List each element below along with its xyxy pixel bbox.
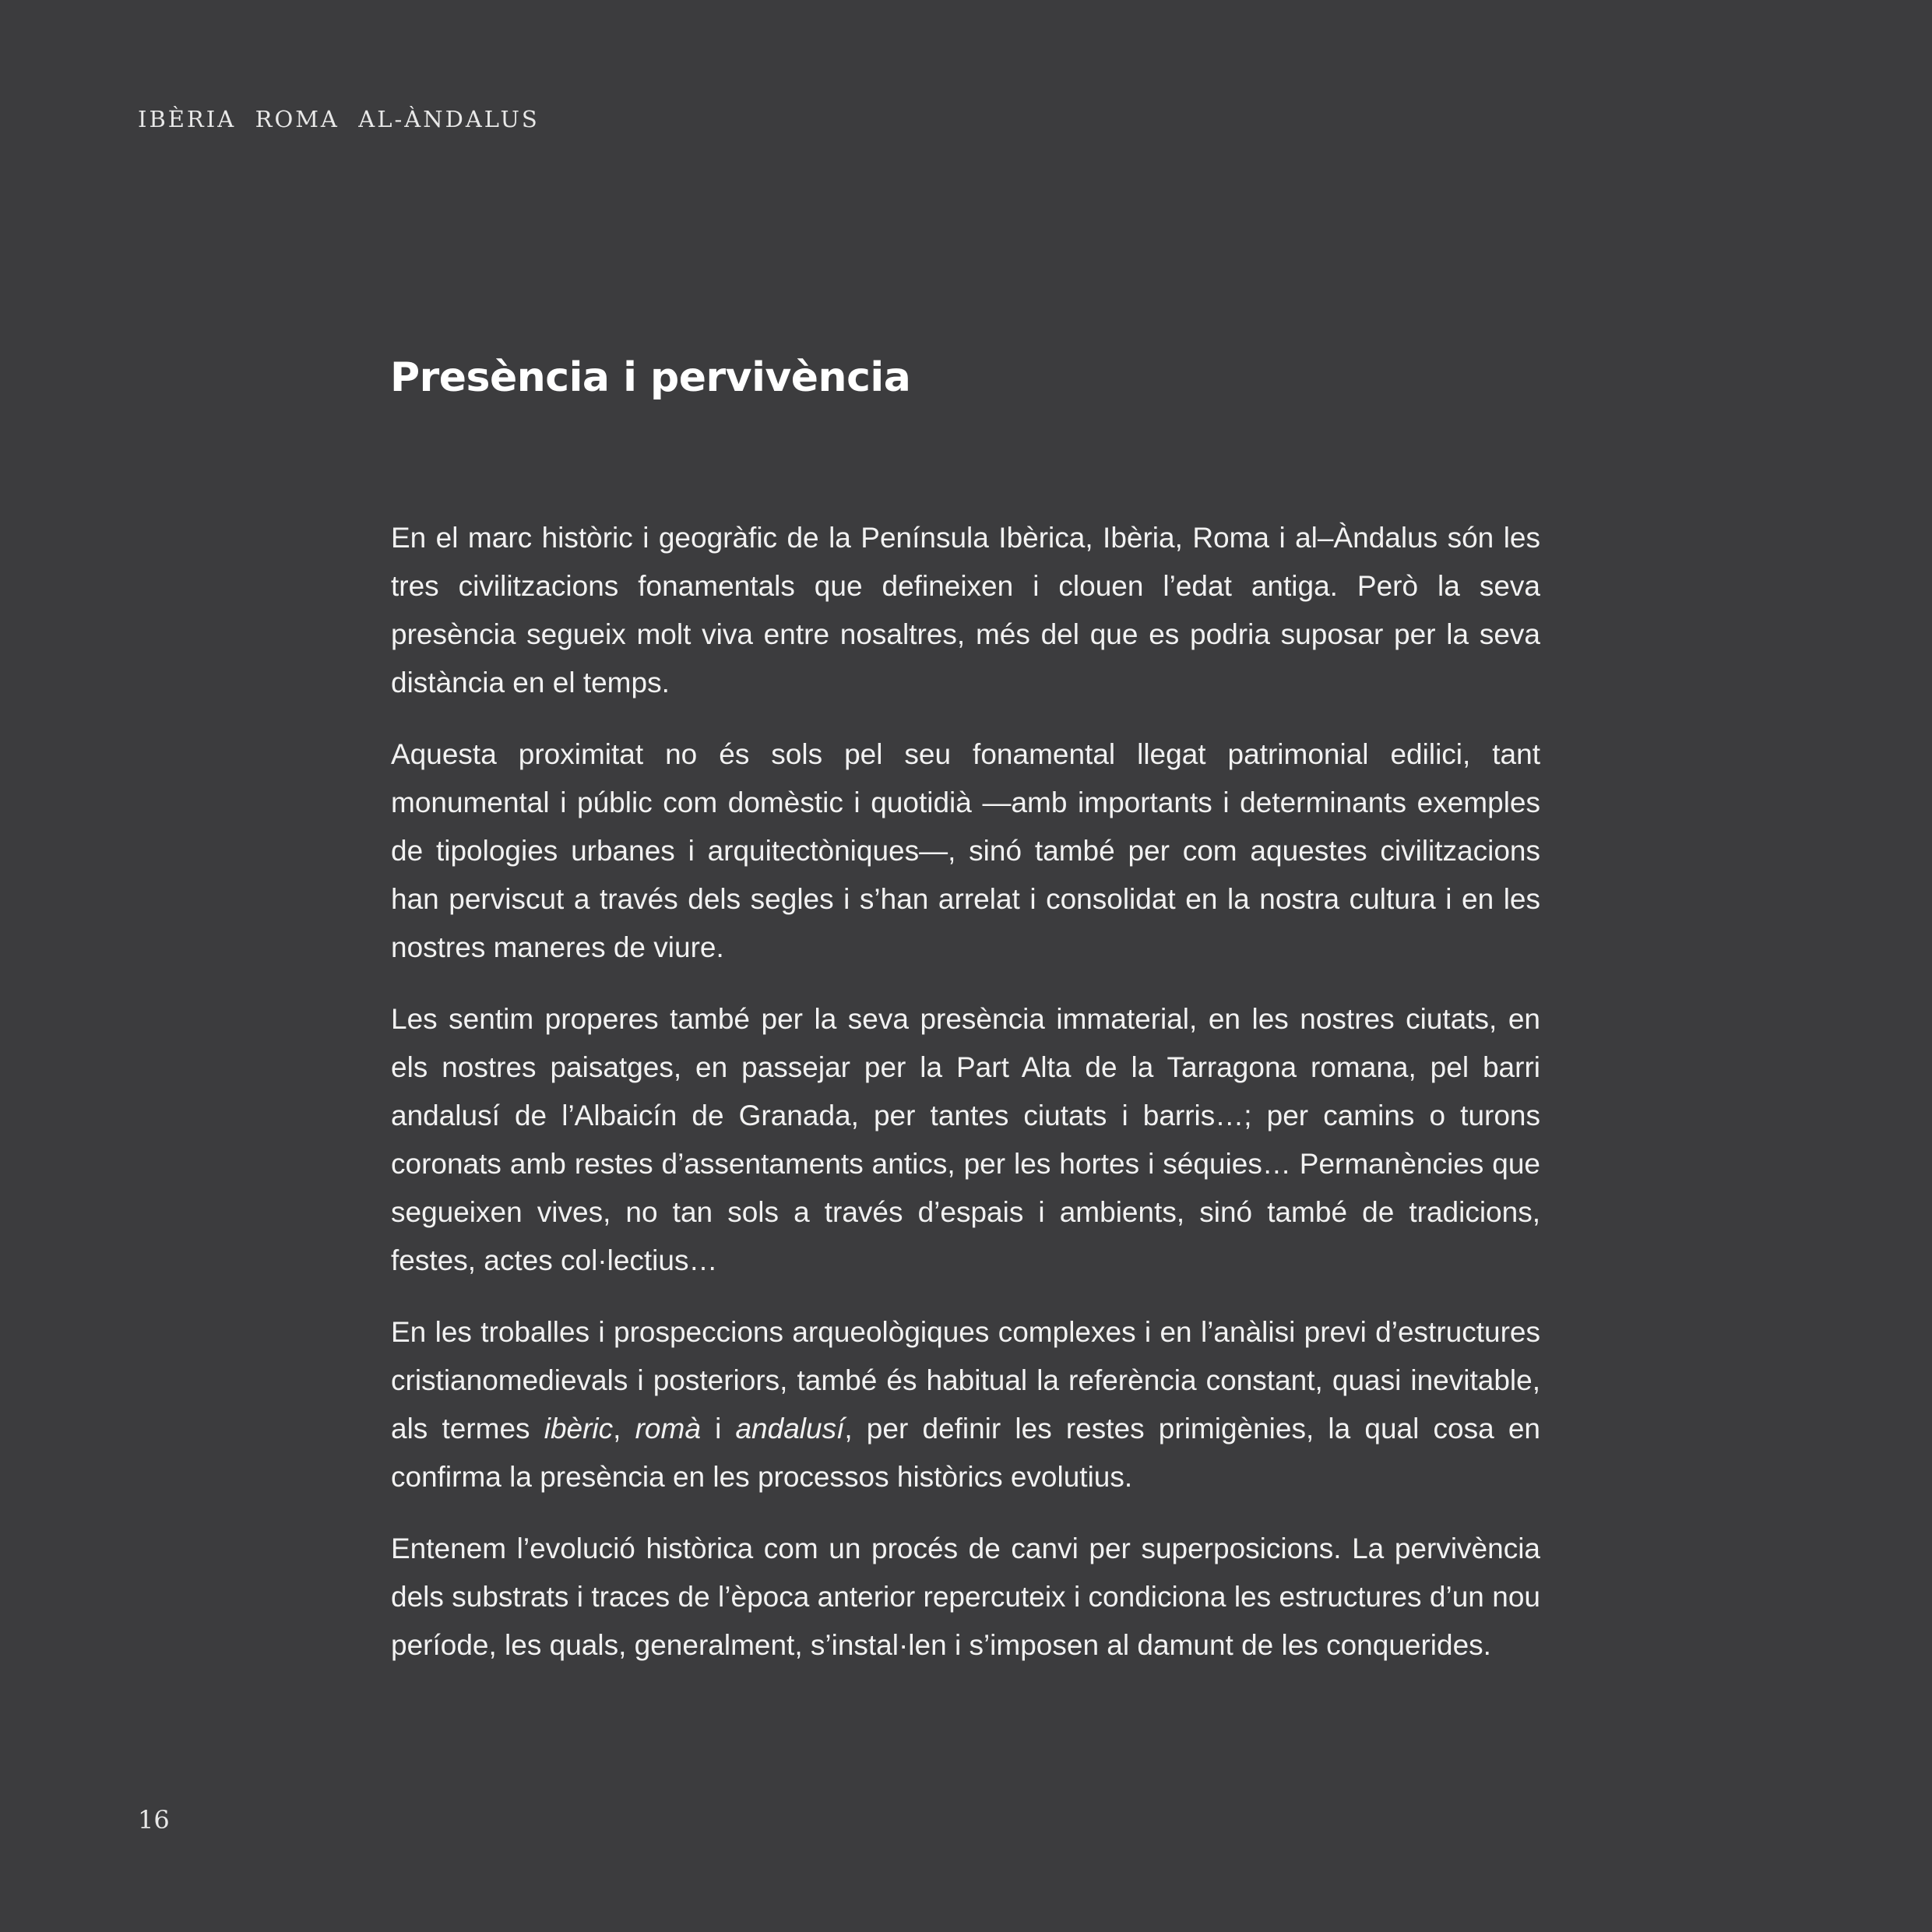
- running-head: IBÈRIA ROMA AL-ÀNDALUS: [138, 106, 540, 132]
- paragraph-4-part1: En les troballes i prospeccions arqueològiques complexes i en l’anàlisi previ d’estructures cristianomedievals i posteriors, també és habitual la referència constant, quasi inevitable, als termes: [391, 1316, 1540, 1445]
- page-title: Presència i pervivència: [390, 354, 911, 401]
- term-roma: romà: [635, 1413, 701, 1445]
- term-iberic: ibèric: [544, 1413, 614, 1445]
- paragraph-3: Les sentim properes també per la seva presència immaterial, en les nostres ciutats, en els nostres paisatges, en passejar per la Part Alta de la Tarragona romana, pel barri andalusí de l’Albaicín de Granada, per tantes ciutats i barris…; per camins o turons coronats amb restes d’assentaments antics, per les hortes i séquies… Permanències que segueixen vives, no tan sols a través d’espais i ambients, sinó també de tradicions, festes, actes col·lectius…: [391, 1003, 1540, 1276]
- paragraph-2: Aquesta proximitat no és sols pel seu fonamental llegat patrimonial edilici, tant monumental i públic com domèstic i quotidià —amb importants i determinants exemples de tipologies urbanes i arquitectòniques—, sinó també per com aquestes civilitzacions han perviscut a través dels segles i s’han arrelat i consolidat en la nostra cultura i en les nostres maneres de viure.: [391, 738, 1540, 963]
- paragraph-1: En el marc històric i geogràfic de la Península Ibèrica, Ibèria, Roma i al–Àndalus són les tres civilitzacions fonamentals que defineixen i clouen l’edat antiga. Però la seva presència segueix molt viva entre nosaltres, més del que es podria suposar per la seva distància en el temps.: [391, 522, 1540, 699]
- paragraph-4: [391, 1308, 1540, 1501]
- paragraph-4-part2: , per definir les restes primigènies, la qual cosa en confirma la presència en les processos històrics evolutius.: [391, 1413, 1541, 1493]
- paragraph-5: Entenem l’evolució històrica com un procés de canvi per superposicions. La pervivència dels substrats i traces de l’època anterior repercuteix i condiciona les estructures d’un nou període, les quals, generalment, s’instal·len i s’imposen al damunt de les conquerides.: [391, 1533, 1540, 1661]
- page-number: 16: [138, 1805, 170, 1835]
- term-andalusi: andalusí: [735, 1413, 845, 1445]
- paragraph-4-sep1: ,: [613, 1413, 635, 1445]
- body-text: [391, 514, 1540, 1670]
- paragraph-4-sep2: i: [700, 1413, 736, 1445]
